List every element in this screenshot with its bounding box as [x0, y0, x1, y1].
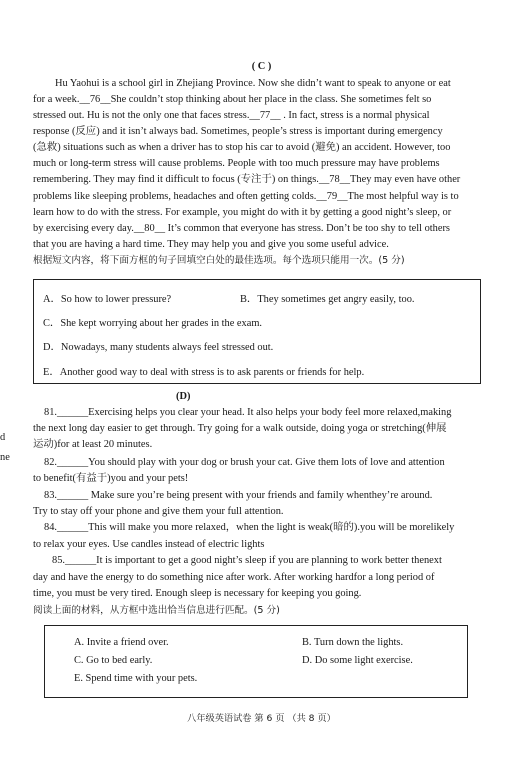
passage-line: 84.______This will make you more relaxed，when the light is weak(暗的).you will be morelikely — [44, 522, 455, 533]
passage-line: problems like sleeping problems, headaches and often getting colds.__79__The most helpful way is to — [33, 191, 459, 202]
passage-line: remembering. They may find it difficult to focus (专注于) on things.__78__They may even have other — [33, 174, 461, 185]
passage-line: to benefit(有益于)you and your pets! — [33, 473, 189, 484]
passage-line: the next long day easier to get through. Try going for a walk outside, doing yoga or stretching(伸展 — [33, 423, 447, 434]
section-d-instruction: 阅读上面的材料，从方框中选出恰当信息进行匹配。(5 分) — [33, 605, 280, 616]
passage-line: much or long-term stress will cause problems. People with too much pressure may have problems — [33, 158, 440, 169]
option-e: E. Spend time with your pets. — [74, 673, 198, 684]
margin-fragment: ne — [0, 452, 10, 463]
page-footer: 八年级英语试卷 第 6 页 （共 8 页） — [187, 713, 336, 724]
margin-fragment: d — [0, 432, 6, 443]
passage-line: stressed out. Hu is not the only one that faces stress.__77__ . In fact, stress is a normal physical — [33, 110, 430, 121]
option-a: A. Invite a friend over. — [74, 637, 169, 648]
section-d-title: (D) — [176, 391, 191, 402]
passage-line: 83.______ Make sure you’re being present with your friends and family whenthey’re around. — [44, 490, 433, 501]
passage-line: by exercising every day.__80__ It’s common that everyone has stress. Don’t be too shy to tell others — [33, 223, 450, 234]
passage-line: Try to stay off your phone and give them your full attention. — [33, 506, 284, 517]
option-d: D．Nowadays, many students always feel stressed out. — [43, 342, 274, 353]
option-c: C. Go to bed early. — [74, 655, 153, 666]
option-d: D. Do some light exercise. — [302, 655, 413, 666]
passage-line: response (反应) and it isn’t always bad. Sometimes, people’s stress is important during emergency — [33, 126, 443, 137]
passage-line: 85.______It is important to get a good night’s sleep if you are planning to work better thenext — [52, 555, 442, 566]
option-b: B．They sometimes get angry easily, too. — [240, 294, 415, 305]
section-c-options-box — [33, 279, 481, 384]
passage-line: time, you must be very tired. Enough sleep is necessary for keeping you going. — [33, 588, 362, 599]
option-a: A．So how to lower pressure? — [43, 294, 172, 305]
passage-line: (急救) situations such as when a driver has to stop his car to avoid (避免) an accident. However, too — [33, 142, 451, 153]
option-c: C．She kept worrying about her grades in the exam. — [43, 318, 263, 329]
passage-line: day and have the energy to do something nice after work. After working hardfor a long period of — [33, 572, 435, 583]
section-c-instruction: 根据短文内容，将下面方框的句子回填空白处的最佳选项。每个选项只能用一次。(5 分) — [33, 255, 405, 266]
passage-line: for a week.__76__She couldn’t stop thinking about her place in the class. She sometimes felt so — [33, 94, 432, 105]
passage-line: to relax your eyes. Use candles instead of electric lights — [33, 539, 265, 550]
section-c-title: ( C ) — [251, 61, 272, 72]
passage-line: 运动)for at least 20 minutes. — [33, 439, 153, 450]
passage-line: 82.______You should play with your dog or brush your cat. Give them lots of love and attention — [44, 457, 445, 468]
option-b: B. Turn down the lights. — [302, 637, 404, 648]
option-e: E．Another good way to deal with stress is to ask parents or friends for help. — [43, 367, 365, 378]
passage-line: Hu Yaohui is a school girl in Zhejiang Province. Now she didn’t want to speak to anyone or eat — [55, 78, 451, 89]
passage-line: 81.______Exercising helps you clear your head. It also helps your body feel more relaxed,making — [44, 407, 452, 418]
passage-line: that you are having a hard time. They may help you and give you some useful advice. — [33, 239, 389, 250]
passage-line: learn how to do with the stress. For example, you might do with it by getting a good night’s sleep, or — [33, 207, 452, 218]
section-d-options-box — [44, 625, 468, 698]
